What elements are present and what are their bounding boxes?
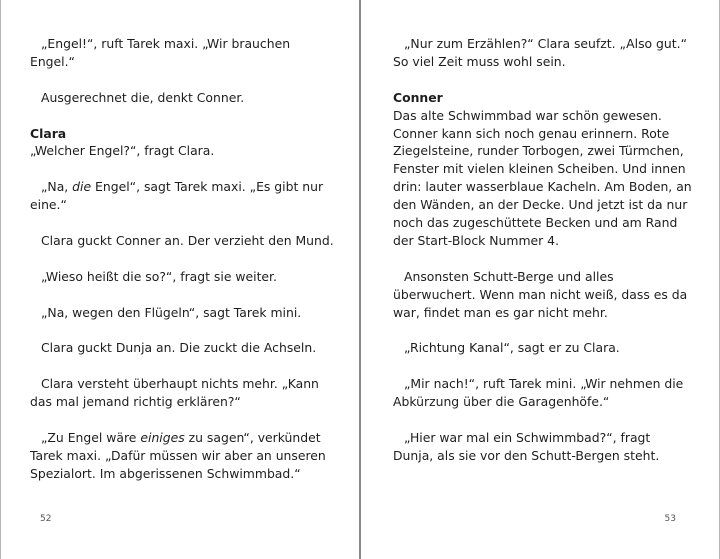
paragraph: „Nur zum Erzählen?“ Clara seufzt. „Also gut.“ So viel Zeit muss wohl sein. xyxy=(393,36,687,69)
left-page xyxy=(0,0,359,559)
paragraph: „Zu Engel wäre einiges zu sagen“, verkündet Tarek maxi. „Dafür müssen wir aber an unseren Spezialort. Im abgerissenen Schwimmbad.“ xyxy=(30,429,326,481)
paragraph: Clara guckt Dunja an. Die zuckt die Achseln. xyxy=(41,340,317,356)
paragraph: „Mir nach!“, ruft Tarek mini. „Wir nehmen die Abkürzung über die Garagenhöfe.“ xyxy=(393,376,684,410)
paragraph: Ausgerechnet die, denkt Conner. xyxy=(41,89,245,105)
paragraph: „Na, die Engel“, sagt Tarek maxi. „Es gibt nur eine.“ xyxy=(30,179,324,213)
section-heading: Conner xyxy=(393,89,443,105)
page-number: 53 xyxy=(664,514,676,524)
paragraph: „Na, wegen den Flügeln“, sagt Tarek mini. xyxy=(41,304,302,320)
paragraph: „Engel!“, ruft Tarek maxi. „Wir brauchen Engel.“ xyxy=(30,36,291,69)
paragraph: Das alte Schwimmbad war schön gewesen. Conner kann sich noch genau erinnern. Rote Ziegelsteine, runder Torbogen, zwei Türmchen, Fenster mit vielen kleinen Scheiben. Und innen drin: lauter wasserblaue Kacheln. Am Boden, an den Wänden, an der Decke. Und jetzt ist da nur noch das zugeschüttete Becken und am Rand der Start-Block Nummer 4. xyxy=(393,107,692,248)
paragraph: Clara versteht überhaupt nichts mehr. „Kann das mal jemand richtig erklären?“ xyxy=(30,376,319,409)
right-page-text xyxy=(393,35,693,483)
paragraph: „Welcher Engel?“, fragt Clara. xyxy=(30,143,215,159)
right-page xyxy=(361,0,720,559)
paragraph: Clara guckt Conner an. Der verzieht den Mund. xyxy=(41,232,334,248)
left-page-text xyxy=(30,35,336,500)
section-heading: Clara xyxy=(30,125,67,141)
paragraph: „Richtung Kanal“, sagt er zu Clara. xyxy=(404,340,620,356)
page-edge xyxy=(0,0,1,559)
paragraph: „Wieso heißt die so?“, fragt sie weiter. xyxy=(41,268,277,284)
paragraph: Ansonsten Schutt-Berge und alles überwuchert. Wenn man nicht weiß, dass es da war, findet man es gar nicht mehr. xyxy=(393,268,688,320)
page-number: 52 xyxy=(40,514,52,524)
paragraph: „Hier war mal ein Schwimmbad?“, fragt Dunja, als sie vor den Schutt-Bergen steht. xyxy=(393,429,660,463)
